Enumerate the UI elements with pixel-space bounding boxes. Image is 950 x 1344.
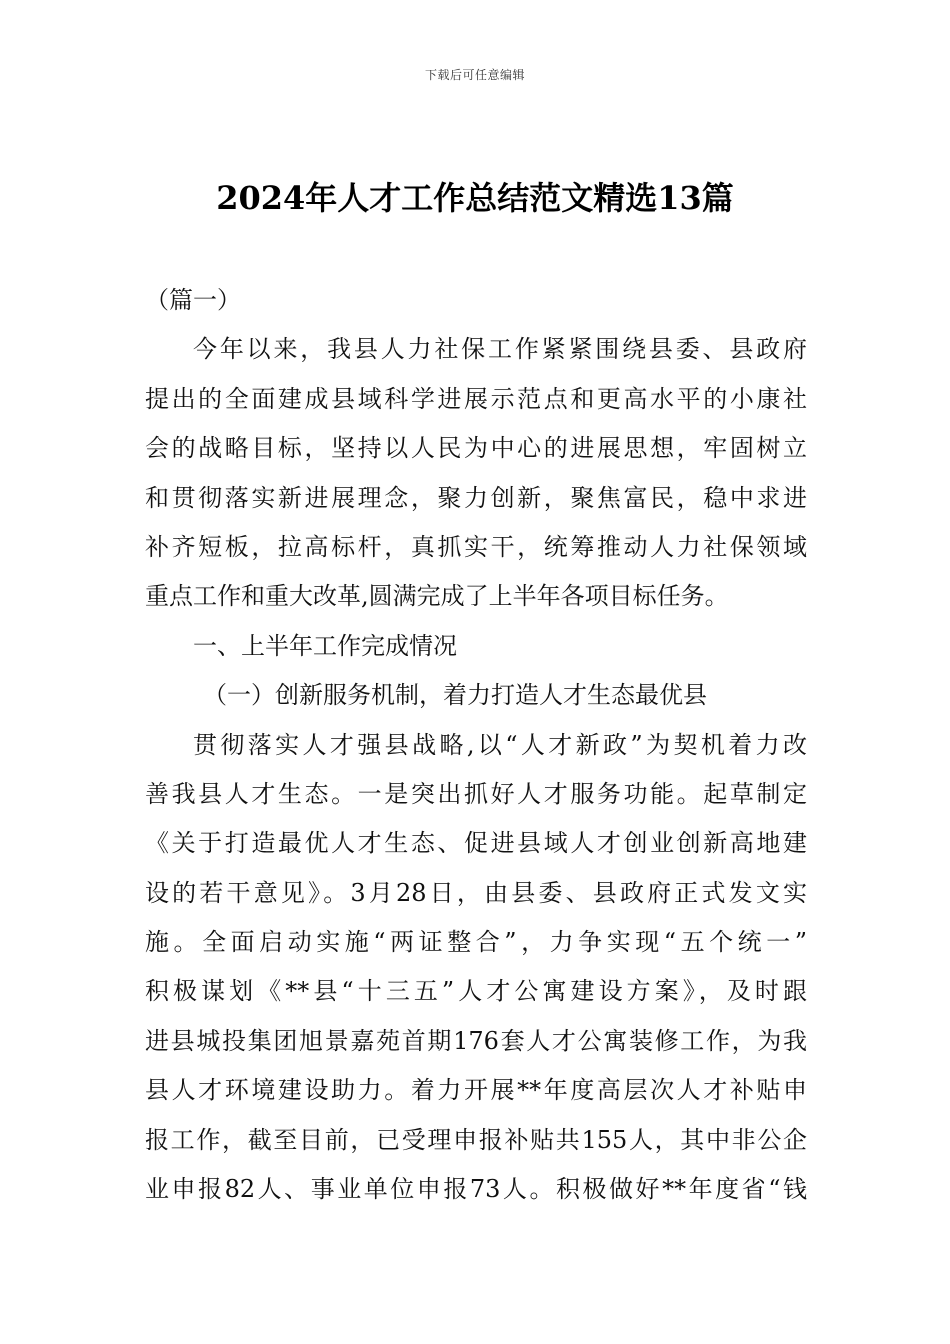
paragraph-line: 贯彻落实人才强县战略,以“人才新政”为契机着力改	[193, 730, 807, 759]
paragraph-line: 补齐短板，拉高标杆，真抓实干，统筹推动人力社保领域	[145, 532, 807, 561]
document-body	[145, 276, 807, 1214]
paragraph-line: 报工作，截至目前，已受理申报补贴共155人，其中非公企	[145, 1125, 807, 1154]
paragraph-line: 《关于打造最优人才生态、促进县域人才创业创新高地建	[145, 829, 807, 858]
paragraph-line: 进县城投集团旭景嘉苑首期176套人才公寓装修工作，为我	[145, 1026, 807, 1055]
paragraph-line: 业申报82人、事业单位申报73人。积极做好**年度省“钱	[145, 1175, 807, 1204]
paragraph-line: 会的战略目标，坚持以人民为中心的进展思想，牢固树立	[145, 434, 807, 463]
paragraph-line: 积极谋划《**县“十三五”人才公寓建设方案》，及时跟	[145, 977, 807, 1006]
paragraph-line: 今年以来，我县人力社保工作紧紧围绕县委、县政府	[193, 335, 807, 364]
section-heading: 一、上半年工作完成情况	[193, 631, 457, 660]
paragraph-line: 设的若干意见》。3月28日，由县委、县政府正式发文实	[145, 878, 807, 907]
paragraph-line: 善我县人才生态。一是突出抓好人才服务功能。起草制定	[145, 779, 807, 808]
header-note: 下载后可任意编辑	[424, 68, 525, 82]
paragraph-line: 和贯彻落实新进展理念，聚力创新，聚焦富民，稳中求进	[145, 483, 807, 512]
section-label: （篇一）	[145, 286, 241, 314]
paragraph-line: 施。全面启动实施“两证整合”，力争实现“五个统一”	[145, 928, 807, 957]
paragraph-line: 县人才环境建设助力。着力开展**年度高层次人才补贴申	[145, 1076, 807, 1105]
document-title: 2024年人才工作总结范文精选13篇	[216, 179, 734, 217]
paragraph-line: 重点工作和重大改革,圆满完成了上半年各项目标任务。	[145, 582, 729, 611]
paragraph-line: 提出的全面建成县域科学进展示范点和更高水平的小康社	[145, 384, 807, 413]
subsection-heading: （一）创新服务机制，着力打造人才生态最优县	[203, 681, 707, 710]
